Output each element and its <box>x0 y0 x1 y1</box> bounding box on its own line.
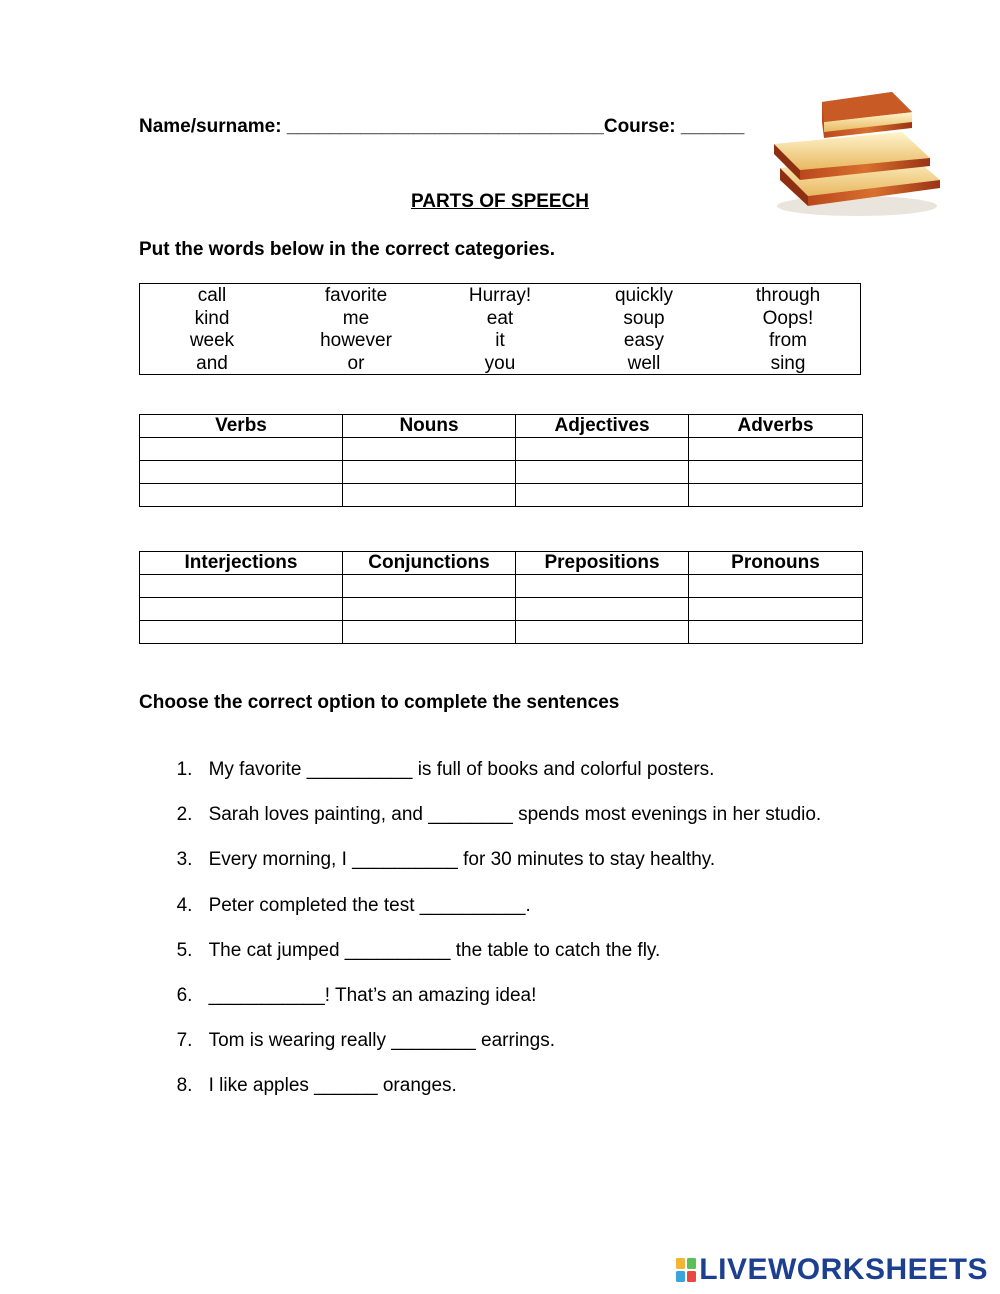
answer-cell[interactable] <box>516 484 689 507</box>
sentence-text: Tom is wearing really ________ earrings. <box>208 1030 555 1051</box>
word: from <box>769 330 807 352</box>
answer-cell[interactable] <box>343 461 516 484</box>
sentence-item <box>166 873 531 917</box>
answer-cell[interactable] <box>140 598 343 621</box>
sentence-item <box>166 963 536 1007</box>
word: easy <box>623 330 665 352</box>
answer-cell[interactable] <box>689 484 863 507</box>
sentence-text: The cat jumped __________ the table to catch the fly. <box>208 940 661 961</box>
word: kind <box>194 307 230 329</box>
word-bank-column <box>284 285 428 376</box>
sentence-text: My favorite __________ is full of books and colorful posters. <box>208 759 715 780</box>
liveworksheets-mark-icon <box>675 1257 699 1283</box>
sentence-number: 1. <box>176 759 193 780</box>
answer-cell[interactable] <box>343 621 516 644</box>
word: eat <box>486 307 514 329</box>
liveworksheets-logo <box>675 1250 988 1290</box>
word: however <box>320 330 392 352</box>
word: or <box>347 353 365 375</box>
sentence-number: 6. <box>176 985 193 1006</box>
word: soup <box>623 307 665 329</box>
sentence-text: I like apples ______ oranges. <box>208 1075 457 1096</box>
page-title: PARTS OF SPEECH <box>410 191 590 212</box>
word: through <box>755 285 821 306</box>
word: call <box>197 285 227 306</box>
sentence-number: 5. <box>176 940 193 961</box>
instructions-categories: Put the words below in the correct categories. <box>139 239 555 260</box>
name-course-line: Name/surname: ______________________________Course: ______ <box>139 116 745 137</box>
instructions-sentences: Choose the correct option to complete the sentences <box>139 692 620 713</box>
answer-cell[interactable] <box>140 484 343 507</box>
sentence-number: 7. <box>176 1030 193 1051</box>
answer-cell[interactable] <box>140 621 343 644</box>
word: and <box>196 353 228 375</box>
table-row <box>140 484 863 507</box>
categories-table-1 <box>139 414 863 507</box>
word: well <box>627 353 661 375</box>
word: week <box>189 330 235 352</box>
sentence-number: 2. <box>176 804 193 825</box>
categories-table-2 <box>139 551 863 644</box>
word-bank-column <box>572 285 716 376</box>
sentence-text: Sarah loves painting, and ________ spends most evenings in her studio. <box>208 804 822 825</box>
sentence-item <box>166 827 715 871</box>
word: quickly <box>614 285 674 306</box>
answer-cell[interactable] <box>689 438 863 461</box>
answer-cell[interactable] <box>343 575 516 598</box>
answer-cell[interactable] <box>516 438 689 461</box>
answer-cell[interactable] <box>140 575 343 598</box>
header-prepositions: Prepositions <box>516 552 689 575</box>
header-adjectives: Adjectives <box>516 415 689 438</box>
word-bank-column <box>716 285 860 376</box>
sentence-text: Peter completed the test __________. <box>208 895 531 916</box>
header-verbs: Verbs <box>140 415 343 438</box>
sentence-number: 3. <box>176 849 193 870</box>
answer-cell[interactable] <box>516 598 689 621</box>
sentence-text: ___________! That’s an amazing idea! <box>208 985 537 1006</box>
answer-cell[interactable] <box>516 621 689 644</box>
word: sing <box>770 353 806 375</box>
sentence-number: 8. <box>176 1075 193 1096</box>
header-adverbs: Adverbs <box>689 415 863 438</box>
logo-text: LIVEWORKSHEETS <box>699 1253 988 1286</box>
word-bank-column <box>140 285 284 376</box>
sentence-item <box>166 1008 555 1052</box>
word: you <box>484 353 516 375</box>
header-pronouns: Pronouns <box>689 552 863 575</box>
table-row <box>140 598 863 621</box>
answer-cell[interactable] <box>689 575 863 598</box>
sentence-text: Every morning, I __________ for 30 minutes to stay healthy. <box>208 849 716 870</box>
answer-cell[interactable] <box>516 461 689 484</box>
answer-cell[interactable] <box>343 484 516 507</box>
answer-cell[interactable] <box>689 598 863 621</box>
answer-cell[interactable] <box>516 575 689 598</box>
answer-cell[interactable] <box>140 438 343 461</box>
header-interjections: Interjections <box>140 552 343 575</box>
header-conjunctions: Conjunctions <box>343 552 516 575</box>
answer-cell[interactable] <box>343 598 516 621</box>
word: Hurray! <box>468 285 532 306</box>
answer-cell[interactable] <box>343 438 516 461</box>
table-row <box>140 575 863 598</box>
word-bank-column <box>428 285 572 376</box>
header-nouns: Nouns <box>343 415 516 438</box>
sentence-item <box>166 782 821 826</box>
sentence-item <box>166 918 660 962</box>
table-row <box>140 438 863 461</box>
sentence-item <box>166 1053 457 1097</box>
answer-cell[interactable] <box>689 621 863 644</box>
word: me <box>342 307 370 329</box>
sentence-number: 4. <box>176 895 193 916</box>
answer-cell[interactable] <box>140 461 343 484</box>
table-row <box>140 621 863 644</box>
sentence-item <box>166 737 714 781</box>
word: it <box>495 330 505 352</box>
word: Oops! <box>762 307 814 329</box>
word-bank <box>139 283 861 375</box>
word: favorite <box>324 285 388 306</box>
table-row <box>140 461 863 484</box>
answer-cell[interactable] <box>689 461 863 484</box>
